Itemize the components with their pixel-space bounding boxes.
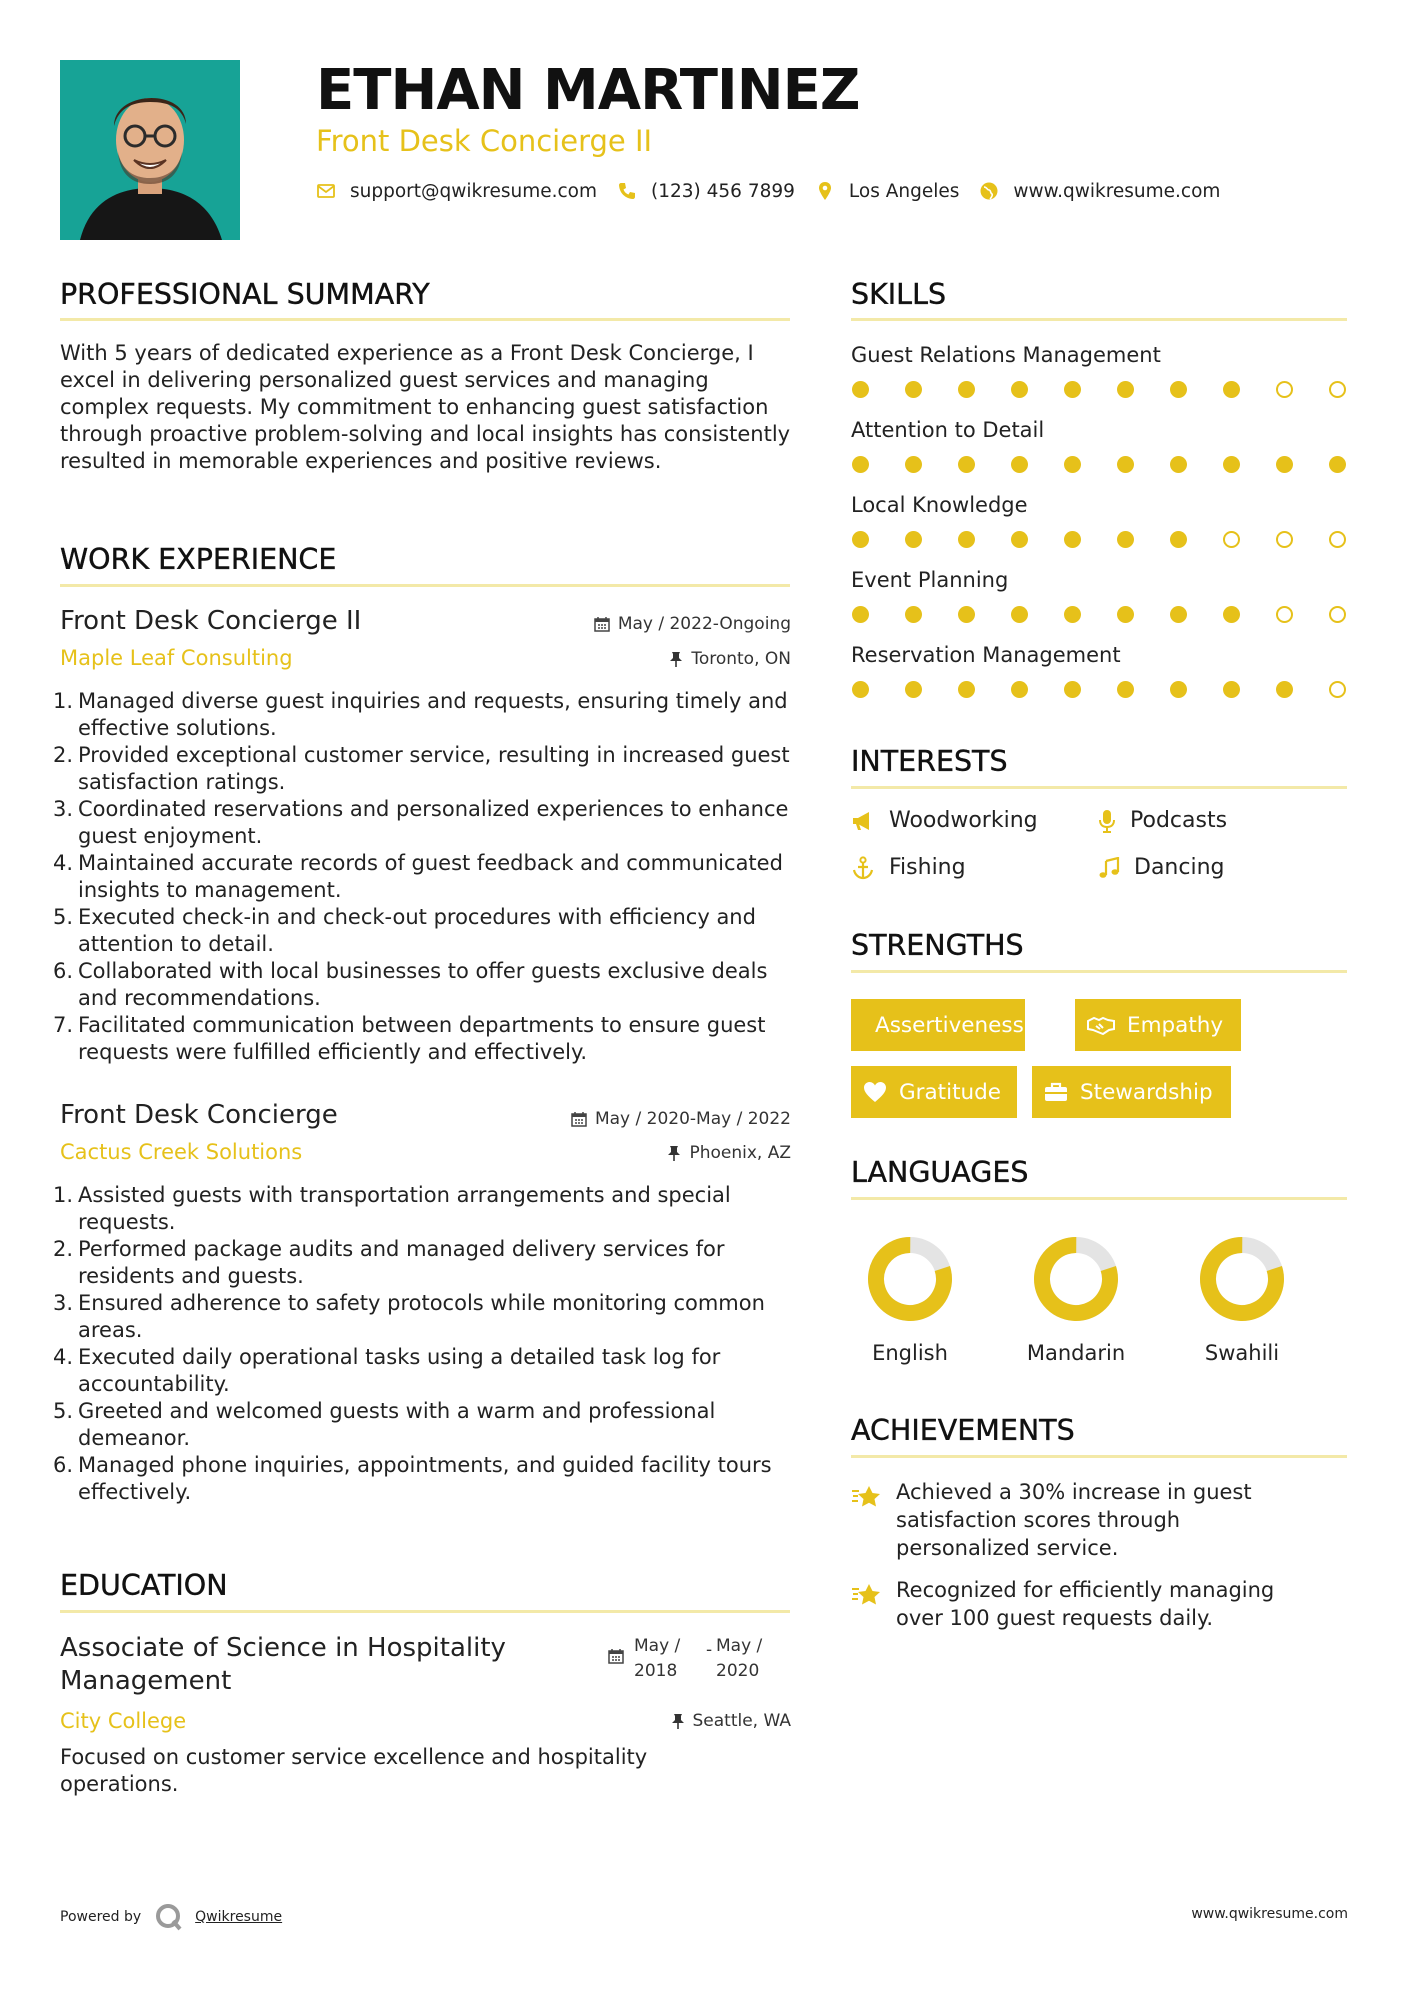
achievement-item bbox=[896, 1576, 1346, 1632]
calendar-icon bbox=[594, 616, 610, 632]
strength-label: Stewardship bbox=[1080, 1079, 1213, 1105]
edu-end-year: 2020 bbox=[716, 1661, 760, 1681]
envelope-icon bbox=[316, 181, 336, 201]
skill-dot-empty bbox=[1276, 531, 1293, 548]
skill-dot-filled bbox=[852, 381, 869, 398]
interest-podcasts bbox=[1098, 808, 1227, 833]
candidate-title: Front Desk Concierge II bbox=[316, 124, 653, 158]
strength-gratitude bbox=[851, 1066, 1017, 1118]
school-location-text: Seattle, WA bbox=[692, 1711, 791, 1731]
job-responsibilities bbox=[60, 688, 813, 1066]
briefcase-icon bbox=[1044, 1081, 1068, 1103]
edu-start-date bbox=[634, 1634, 680, 1684]
job-dates bbox=[480, 614, 791, 634]
section-divider bbox=[851, 1455, 1347, 1458]
skill-dot-filled bbox=[1064, 456, 1081, 473]
strength-stewardship bbox=[1032, 1066, 1231, 1118]
job-company: Maple Leaf Consulting bbox=[60, 646, 293, 670]
section-divider bbox=[60, 584, 790, 587]
skill-dot-filled bbox=[1011, 681, 1028, 698]
skill-rating bbox=[851, 456, 1351, 476]
edu-date-dash: - bbox=[706, 1640, 713, 1660]
skill-dot-filled bbox=[1170, 531, 1187, 548]
location-text: Los Angeles bbox=[848, 180, 960, 202]
list-item: Coordinated reservations and personalized experiences to enhance guest enjoyment. bbox=[78, 797, 789, 848]
school-location bbox=[480, 1711, 791, 1731]
list-item: Executed check-in and check-out procedures with efficiency and attention to detail. bbox=[78, 905, 756, 956]
job-dates-text: May / 2020-May / 2022 bbox=[594, 1109, 791, 1129]
list-item: Performed package audits and managed delivery services for residents and guests. bbox=[78, 1237, 725, 1288]
pushpin-icon bbox=[671, 1713, 685, 1729]
contact-bar bbox=[316, 178, 1240, 204]
degree-line: Management bbox=[60, 1666, 232, 1696]
skill-dot-filled bbox=[958, 531, 975, 548]
skill-dot-filled bbox=[1223, 381, 1240, 398]
music-icon bbox=[1098, 857, 1120, 879]
interest-fishing bbox=[851, 855, 966, 880]
skill-dot-filled bbox=[1170, 681, 1187, 698]
skill-dot-filled bbox=[1064, 381, 1081, 398]
edu-end-date bbox=[716, 1634, 762, 1684]
skill-dot-empty bbox=[1329, 531, 1346, 548]
language-label: English bbox=[872, 1341, 948, 1365]
list-item: Managed diverse guest inquiries and requests, ensuring timely and effective solutions. bbox=[78, 689, 788, 740]
skill-dot-empty bbox=[1276, 381, 1293, 398]
skill-dot-filled bbox=[852, 456, 869, 473]
skill-dot-filled bbox=[1170, 381, 1187, 398]
candidate-name: ETHAN MARTINEZ bbox=[316, 58, 860, 123]
interest-label: Dancing bbox=[1134, 855, 1225, 880]
contact-phone[interactable] bbox=[617, 181, 795, 202]
skill-dot-filled bbox=[1223, 606, 1240, 623]
job-location-text: Toronto, ON bbox=[691, 649, 791, 669]
skill-dot-filled bbox=[905, 381, 922, 398]
job-title: Front Desk Concierge II bbox=[60, 606, 362, 636]
job-dates bbox=[480, 1109, 791, 1129]
skill-dot-filled bbox=[958, 606, 975, 623]
skill-dot-filled bbox=[1117, 456, 1134, 473]
skill-dot-filled bbox=[1064, 531, 1081, 548]
list-item: Provided exceptional customer service, resulting in increased guest satisfaction ratings. bbox=[78, 743, 790, 794]
skill-name: Attention to Detail bbox=[851, 418, 1045, 442]
skill-dot-empty bbox=[1223, 531, 1240, 548]
calendar-icon bbox=[608, 1648, 624, 1668]
email-text: support@qwikresume.com bbox=[350, 180, 597, 202]
interest-label: Woodworking bbox=[889, 808, 1038, 833]
bullhorn-icon bbox=[851, 810, 875, 832]
achievement-line: over 100 guest requests daily. bbox=[896, 1606, 1214, 1630]
skill-dot-filled bbox=[1117, 606, 1134, 623]
job-location bbox=[480, 1143, 791, 1163]
list-item: Assisted guests with transportation arrangements and special requests. bbox=[78, 1183, 731, 1234]
interest-label: Podcasts bbox=[1130, 808, 1228, 833]
contact-location bbox=[815, 181, 960, 202]
skill-rating bbox=[851, 381, 1351, 401]
strength-assertiveness bbox=[851, 999, 1025, 1051]
achievement-line: personalized service. bbox=[896, 1536, 1119, 1560]
edu-start-year: 2018 bbox=[634, 1661, 678, 1681]
skill-dot-empty bbox=[1329, 681, 1346, 698]
edu-end-month: May / bbox=[716, 1636, 763, 1656]
pushpin-icon bbox=[667, 1145, 681, 1161]
interests-heading: INTERESTS bbox=[851, 745, 1008, 778]
skill-dot-filled bbox=[905, 456, 922, 473]
skill-rating bbox=[851, 606, 1351, 626]
skill-name: Local Knowledge bbox=[851, 493, 1028, 517]
list-item: Executed daily operational tasks using a detailed task log for accountability. bbox=[78, 1345, 721, 1396]
job-responsibilities bbox=[60, 1182, 813, 1506]
calendar-icon bbox=[571, 1111, 587, 1127]
heart-icon bbox=[863, 1081, 887, 1103]
ring-fill bbox=[1199, 1236, 1285, 1322]
skill-dot-filled bbox=[1064, 606, 1081, 623]
skill-dot-filled bbox=[1329, 456, 1346, 473]
microphone-icon bbox=[1098, 809, 1116, 833]
language-proficiency-ring bbox=[1192, 1229, 1292, 1329]
skill-dot-filled bbox=[1170, 606, 1187, 623]
section-divider bbox=[851, 786, 1347, 789]
list-item: Ensured adherence to safety protocols while monitoring common areas. bbox=[78, 1291, 765, 1342]
language-label: Mandarin bbox=[1026, 1341, 1126, 1365]
list-item: Greeted and welcomed guests with a warm and professional demeanor. bbox=[78, 1399, 716, 1450]
skill-name: Guest Relations Management bbox=[851, 343, 1161, 367]
skill-dot-filled bbox=[1117, 531, 1134, 548]
interest-dancing bbox=[1098, 855, 1224, 880]
job-location-text: Phoenix, AZ bbox=[689, 1143, 791, 1163]
strength-label: Assertiveness bbox=[875, 1012, 1024, 1038]
phone-icon bbox=[617, 181, 637, 201]
skill-dot-filled bbox=[1276, 456, 1293, 473]
star-badge-icon bbox=[851, 1582, 883, 1612]
skill-dot-filled bbox=[852, 681, 869, 698]
skill-dot-filled bbox=[1170, 456, 1187, 473]
school-name: City College bbox=[60, 1709, 187, 1733]
job-location bbox=[480, 649, 791, 669]
skill-dot-filled bbox=[905, 681, 922, 698]
list-item: Managed phone inquiries, appointments, and guided facility tours effectively. bbox=[78, 1453, 772, 1504]
achievement-line: Recognized for efficiently managing bbox=[896, 1578, 1275, 1602]
skill-dot-empty bbox=[1276, 606, 1293, 623]
education-description: Focused on customer service excellence and hospitality operations. bbox=[60, 1745, 648, 1796]
list-item: Maintained accurate records of guest feedback and communicated insights to management. bbox=[78, 851, 783, 902]
edu-start-month: May / bbox=[634, 1636, 681, 1656]
achievement-line: Achieved a 30% increase in guest bbox=[896, 1480, 1252, 1504]
skill-name: Event Planning bbox=[851, 568, 1009, 592]
skill-dot-filled bbox=[1117, 381, 1134, 398]
skill-dot-filled bbox=[905, 606, 922, 623]
education-heading: EDUCATION bbox=[60, 1569, 228, 1602]
skill-rating bbox=[851, 681, 1351, 701]
skill-name: Reservation Management bbox=[851, 643, 1121, 667]
handshake-icon bbox=[1087, 1015, 1115, 1035]
skill-dot-filled bbox=[958, 456, 975, 473]
achievements-heading: ACHIEVEMENTS bbox=[851, 1414, 1075, 1447]
skill-dot-empty bbox=[1329, 606, 1346, 623]
language-proficiency-ring bbox=[860, 1229, 960, 1329]
job-company: Cactus Creek Solutions bbox=[60, 1140, 303, 1164]
section-divider bbox=[851, 970, 1347, 973]
degree-title bbox=[60, 1632, 580, 1698]
strength-label: Empathy bbox=[1127, 1012, 1224, 1038]
list-item: Collaborated with local businesses to offer guests exclusive deals and recommendations. bbox=[78, 959, 768, 1010]
skill-dot-filled bbox=[1011, 456, 1028, 473]
job-dates-text: May / 2022-Ongoing bbox=[617, 614, 791, 634]
skill-dot-filled bbox=[1223, 456, 1240, 473]
footer-website[interactable]: www.qwikresume.com bbox=[1191, 1906, 1348, 1922]
summary-text: With 5 years of dedicated experience as a Front Desk Concierge, I excel in delivering personalized guest services and managing complex requests. My commitment to enhancing guest satisfaction through proactive problem-solving and local insights has consistently resulted in memorable experiences and positive reviews. bbox=[60, 341, 791, 473]
achievement-line: satisfaction scores through bbox=[896, 1508, 1181, 1532]
skill-rating bbox=[851, 531, 1351, 551]
star-badge-icon bbox=[851, 1484, 883, 1514]
phone-text: (123) 456 7899 bbox=[651, 180, 795, 202]
interest-label: Fishing bbox=[889, 855, 966, 880]
skill-dot-filled bbox=[1276, 681, 1293, 698]
language-label: Swahili bbox=[1204, 1341, 1280, 1365]
website-text: www.qwikresume.com bbox=[1013, 180, 1221, 202]
skill-dot-filled bbox=[905, 531, 922, 548]
experience-heading: WORK EXPERIENCE bbox=[60, 543, 337, 576]
skill-dot-filled bbox=[852, 531, 869, 548]
skills-heading: SKILLS bbox=[851, 278, 947, 311]
strengths-heading: STRENGTHS bbox=[851, 929, 1024, 962]
skill-dot-filled bbox=[958, 681, 975, 698]
job-title: Front Desk Concierge bbox=[60, 1100, 338, 1130]
language-proficiency-ring bbox=[1026, 1229, 1126, 1329]
interest-woodworking bbox=[851, 808, 1038, 833]
degree-line: Associate of Science in Hospitality bbox=[60, 1633, 506, 1663]
pushpin-icon bbox=[669, 651, 683, 667]
strength-empathy bbox=[1075, 999, 1241, 1051]
strength-label: Gratitude bbox=[899, 1079, 1002, 1105]
skill-dot-filled bbox=[1064, 681, 1081, 698]
skill-dot-filled bbox=[1011, 531, 1028, 548]
ring-fill bbox=[1033, 1236, 1119, 1322]
globe-icon bbox=[979, 181, 999, 201]
powered-by-text: Powered by bbox=[60, 1909, 142, 1925]
section-divider bbox=[851, 1197, 1347, 1200]
map-marker-icon bbox=[815, 181, 835, 201]
list-item: Facilitated communication between departments to ensure guest requests were fulfilled efficiently and effectively. bbox=[78, 1013, 766, 1064]
languages-heading: LANGUAGES bbox=[851, 1156, 1029, 1189]
summary-heading: PROFESSIONAL SUMMARY bbox=[60, 278, 430, 311]
section-divider bbox=[60, 318, 790, 321]
section-divider bbox=[60, 1610, 790, 1613]
skill-dot-filled bbox=[958, 381, 975, 398]
skill-dot-filled bbox=[1223, 681, 1240, 698]
anchor-icon bbox=[851, 856, 875, 880]
skill-dot-filled bbox=[1011, 381, 1028, 398]
achievement-item bbox=[896, 1478, 1346, 1562]
skill-dot-empty bbox=[1329, 381, 1346, 398]
qwikresume-link[interactable]: Qwikresume bbox=[195, 1909, 283, 1925]
footer-powered-by bbox=[60, 1903, 282, 1931]
contact-email[interactable] bbox=[316, 181, 597, 202]
skill-dot-filled bbox=[1011, 606, 1028, 623]
skill-dot-filled bbox=[1117, 681, 1134, 698]
ring-fill bbox=[867, 1236, 953, 1322]
qwikresume-logo-icon bbox=[155, 1903, 183, 1931]
section-divider bbox=[851, 318, 1347, 321]
skill-dot-filled bbox=[852, 606, 869, 623]
contact-website[interactable] bbox=[979, 181, 1220, 202]
profile-photo bbox=[60, 60, 240, 240]
